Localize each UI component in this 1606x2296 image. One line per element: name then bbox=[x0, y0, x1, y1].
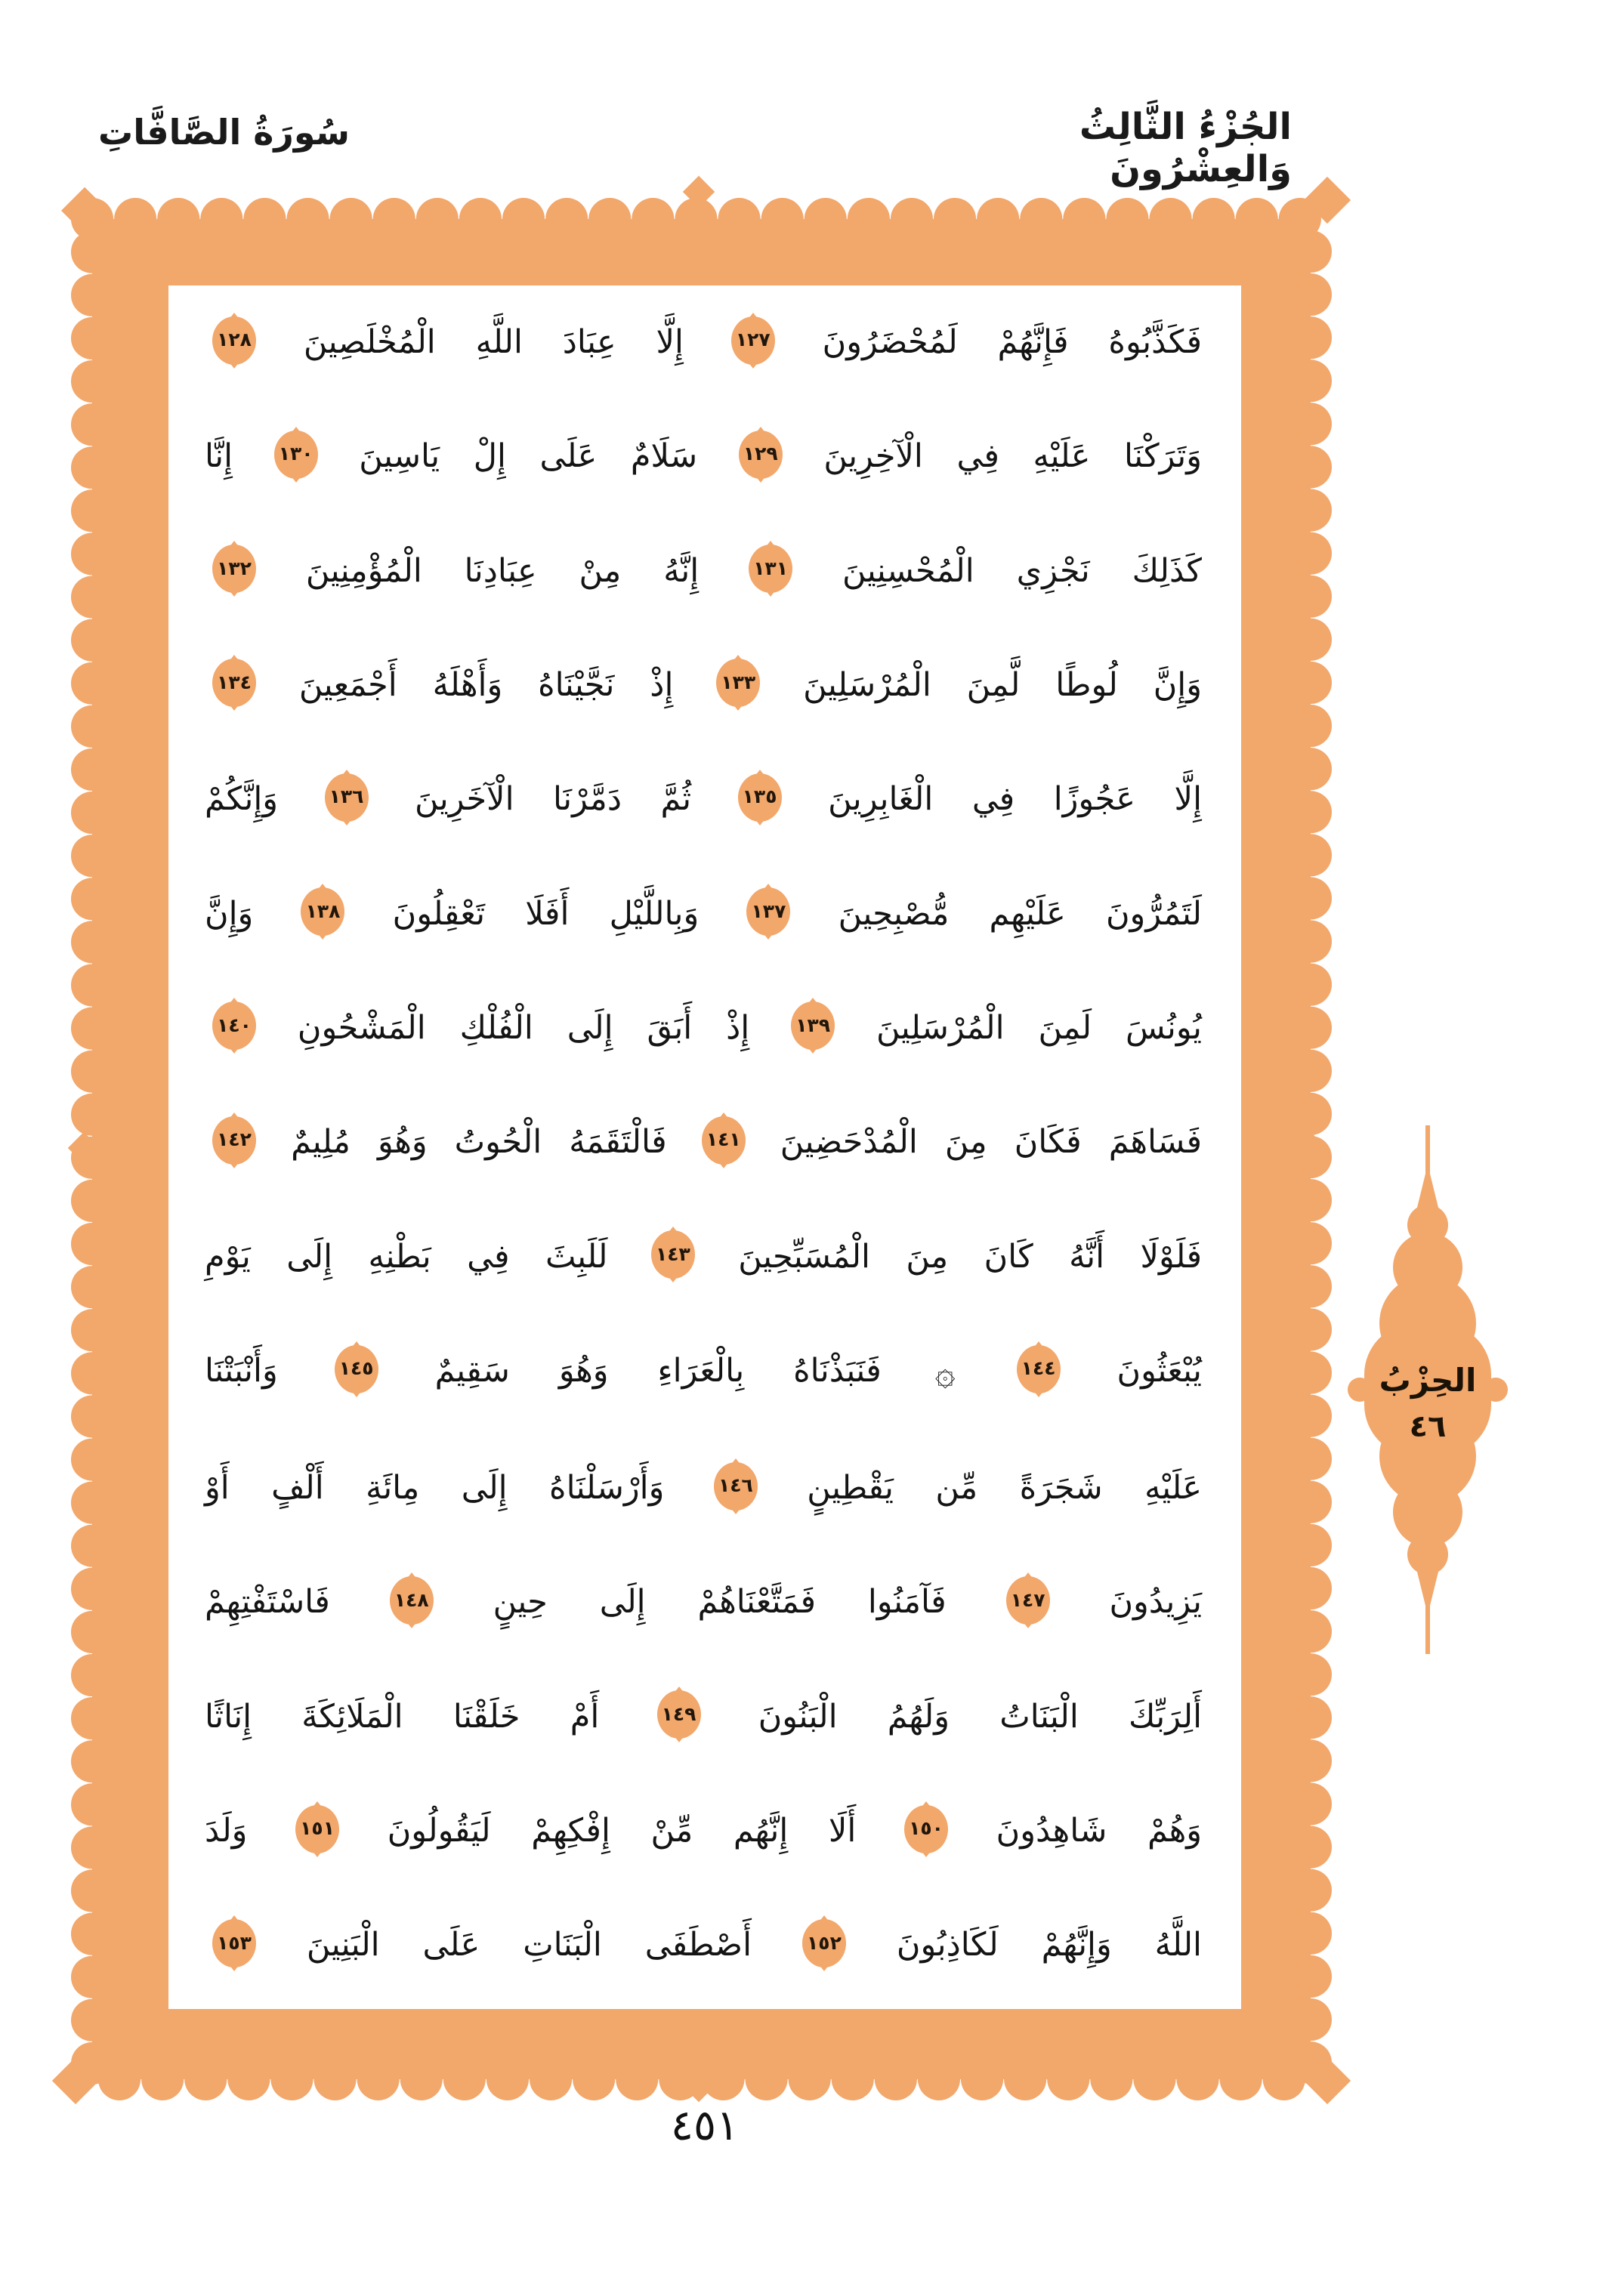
ayah-number-badge: ١٤٥ bbox=[335, 1345, 378, 1393]
verse-text: إِلَّا عِبَادَ اللَّهِ الْمُخْلَصِينَ bbox=[303, 323, 684, 361]
hizb-number: ٤٦ bbox=[1409, 1409, 1447, 1444]
ayah-number-badge: ١٥١ bbox=[295, 1805, 339, 1853]
quran-line bbox=[205, 546, 1202, 597]
verse-text: إِنَّا bbox=[205, 437, 233, 476]
page-number: ٤٥١ bbox=[670, 2101, 740, 2150]
ayah-number-badge: ١٣٦ bbox=[325, 773, 369, 822]
ayah-number-badge: ١٤٤ bbox=[1017, 1345, 1061, 1393]
verse-text: وَإِنَّكُمْ bbox=[205, 780, 279, 819]
verse-text: وَأَرْسَلْنَاهُ إِلَى مِائَةِ أَلْفٍ أَوْ bbox=[205, 1469, 665, 1508]
mushaf-lines bbox=[168, 285, 1241, 2009]
quran-line bbox=[205, 431, 1202, 483]
quran-line bbox=[205, 1463, 1202, 1514]
rub-el-hizb-marker: ۞ bbox=[934, 1351, 956, 1393]
verse-text: فَآمَنُوا فَمَتَّعْنَاهُمْ إِلَى حِينٍ bbox=[493, 1583, 947, 1622]
verse-text: وَبِاللَّيْلِ أَفَلَا تَعْقِلُونَ bbox=[392, 894, 700, 933]
verse-text: لَتَمُرُّونَ عَلَيْهِم مُّصْبِحِينَ bbox=[838, 894, 1202, 933]
quran-line bbox=[205, 774, 1202, 826]
ayah-number-badge: ١٤٠ bbox=[212, 1001, 256, 1050]
verse-text: وَإِنَّ bbox=[205, 894, 254, 933]
ayah-number-badge: ١٣٩ bbox=[791, 1001, 835, 1050]
quran-line bbox=[205, 317, 1202, 369]
ayah-number-badge: ١٤٦ bbox=[714, 1462, 758, 1511]
ayah-number-badge: ١٢٩ bbox=[739, 430, 783, 479]
verse-text: عَلَيْهِ شَجَرَةً مِّن يَقْطِينٍ bbox=[807, 1469, 1203, 1508]
verse-text: فَسَاهَمَ فَكَانَ مِنَ الْمُدْحَضِينَ bbox=[780, 1123, 1203, 1162]
verse-text: إِلَّا عَجُوزًا فِي الْغَابِرِينَ bbox=[828, 780, 1203, 819]
quran-line bbox=[205, 1232, 1202, 1283]
verse-text: يَزِيدُونَ bbox=[1109, 1583, 1203, 1622]
verse-text: وَتَرَكْنَا عَلَيْهِ فِي الْآخِرِينَ bbox=[823, 437, 1203, 476]
ayah-number-badge: ١٣٧ bbox=[746, 887, 790, 936]
ayah-number-badge: ١٤٨ bbox=[390, 1576, 434, 1625]
verse-text: إِذْ نَجَّيْنَاهُ وَأَهْلَهُ أَجْمَعِينَ bbox=[298, 665, 674, 704]
quran-line bbox=[205, 1692, 1202, 1743]
quran-line bbox=[205, 1346, 1202, 1400]
quran-line bbox=[205, 660, 1202, 711]
verse-text: أَصْطَفَى الْبَنَاتِ عَلَى الْبَنِينَ bbox=[306, 1926, 752, 1964]
verse-text: يُونُسَ لَمِنَ الْمُرْسَلِينَ bbox=[876, 1008, 1203, 1047]
verse-text: كَذَلِكَ نَجْزِي الْمُحْسِنِينَ bbox=[842, 551, 1203, 590]
quran-line bbox=[205, 889, 1202, 940]
verse-text: لَلَبِثَ فِي بَطْنِهِ إِلَى يَوْمِ bbox=[205, 1237, 608, 1276]
verse-text: سَلَامٌ عَلَى إِلْ يَاسِينَ bbox=[359, 437, 698, 476]
verse-text: فَالْتَقَمَهُ الْحُوتُ وَهُوَ مُلِيمٌ bbox=[291, 1123, 667, 1162]
quran-line bbox=[205, 1920, 1202, 1971]
verse-text: فَاسْتَفْتِهِمْ bbox=[205, 1583, 330, 1622]
ayah-number-badge: ١٣٨ bbox=[301, 887, 344, 936]
juz-title-header: الجُزْءُ الثَّالِثُ وَالعِشْرُونَ bbox=[1079, 106, 1292, 190]
verse-text: فَكَذَّبُوهُ فَإِنَّهُمْ لَمُحْضَرُونَ bbox=[822, 323, 1203, 361]
quran-line bbox=[205, 1806, 1202, 1857]
quran-line bbox=[205, 1003, 1202, 1054]
verse-text: وَإِنَّ لُوطًا لَّمِنَ الْمُرْسَلِينَ bbox=[803, 665, 1202, 704]
quran-line bbox=[205, 1117, 1202, 1168]
ayah-number-badge: ١٤١ bbox=[702, 1116, 746, 1165]
verse-text: اللَّهُ وَإِنَّهُمْ لَكَاذِبُونَ bbox=[896, 1926, 1203, 1964]
ayah-number-badge: ١٣٢ bbox=[212, 545, 256, 593]
verse-text: أَلِرَبِّكَ الْبَنَاتُ وَلَهُمُ الْبَنُونَ bbox=[758, 1697, 1203, 1736]
ayah-number-badge: ١٥٢ bbox=[802, 1919, 846, 1967]
verse-text: أَمْ خَلَقْنَا الْمَلَائِكَةَ إِنَاثًا bbox=[205, 1697, 600, 1736]
verse-text: فَلَوْلَا أَنَّهُ كَانَ مِنَ الْمُسَبِّحِينَ bbox=[738, 1237, 1203, 1276]
verse-text: فَنَبَذْنَاهُ بِالْعَرَاءِ وَهُوَ سَقِيمٌ bbox=[434, 1352, 882, 1390]
verse-text: وَأَنْبَتْنَا bbox=[205, 1352, 278, 1390]
ayah-number-badge: ١٣٣ bbox=[716, 659, 760, 707]
verse-text: إِذْ أَبَقَ إِلَى الْفُلْكِ الْمَشْحُونِ bbox=[297, 1008, 750, 1047]
ayah-number-badge: ١٣٤ bbox=[212, 659, 256, 707]
hizb-label: الحِزْبُ bbox=[1379, 1362, 1477, 1399]
ayah-number-badge: ١٢٧ bbox=[731, 316, 775, 365]
ayah-number-badge: ١٤٢ bbox=[212, 1116, 256, 1165]
ayah-number-badge: ١٤٧ bbox=[1006, 1576, 1050, 1625]
surah-title-header: سُورَةُ الصَّافَّاتِ bbox=[98, 112, 350, 153]
verse-text: أَلَا إِنَّهُم مِّنْ إِفْكِهِمْ لَيَقُولُونَ bbox=[387, 1812, 857, 1850]
ayah-number-badge: ١٢٨ bbox=[212, 316, 256, 365]
verse-text: يُبْعَثُونَ bbox=[1116, 1352, 1203, 1390]
ayah-number-badge: ١٥٠ bbox=[904, 1805, 948, 1853]
quran-line bbox=[205, 1577, 1202, 1628]
ayah-number-badge: ١٣٠ bbox=[274, 430, 318, 479]
ayah-number-badge: ١٣٥ bbox=[738, 773, 782, 822]
ayah-number-badge: ١٥٣ bbox=[212, 1919, 256, 1967]
verse-text: وَلَدَ bbox=[205, 1812, 248, 1850]
hizb-ornament bbox=[1337, 1125, 1518, 1654]
verse-text: ثُمَّ دَمَّرْنَا الْآخَرِينَ bbox=[415, 780, 692, 819]
verse-text: وَهُمْ شَاهِدُونَ bbox=[996, 1812, 1203, 1850]
ayah-number-badge: ١٣١ bbox=[749, 545, 792, 593]
ayah-number-badge: ١٤٩ bbox=[657, 1690, 701, 1739]
ayah-number-badge: ١٤٣ bbox=[651, 1230, 695, 1279]
verse-text: إِنَّهُ مِنْ عِبَادِنَا الْمُؤْمِنِينَ bbox=[305, 551, 700, 590]
